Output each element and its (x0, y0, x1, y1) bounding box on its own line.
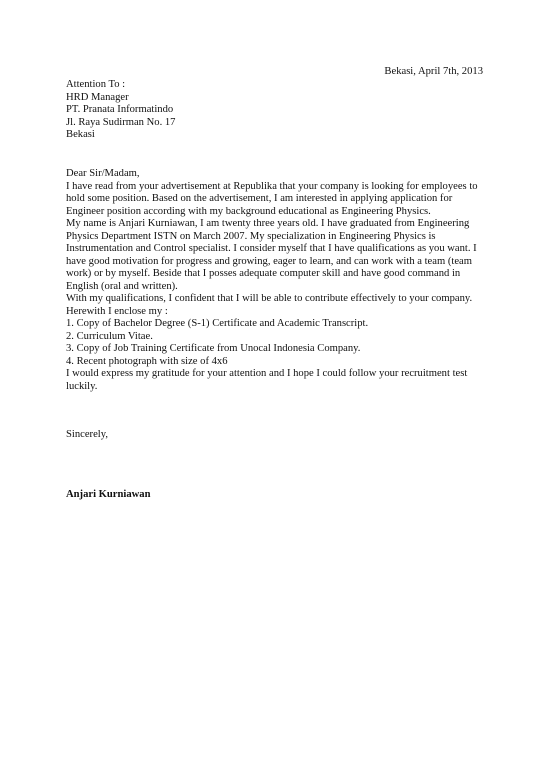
list-item: 1. Copy of Bachelor Degree (S-1) Certificate and Academic Transcript. (66, 318, 369, 329)
paragraph-about: My name is Anjari Kurniawan, I am twenty three years old. I have graduated from Engineering Physics Department ISTN on March 2007. My specialization in Engineering Physics is Instrumentation and Control specialist. I consider myself that I have qualifications as you want. I have good motivation for progress and growing, eager to learn, and can work with a team (team work) or by myself. Beside that I posses adequate computer skill and have good command in English (oral and written). (66, 218, 477, 292)
list-item: 2. Curriculum Vitae. (66, 330, 153, 342)
salutation: Dear Sir/Madam, (66, 168, 140, 179)
recipient-company: PT. Pranata Informatindo (66, 104, 174, 115)
attention-line: Attention To : (66, 79, 126, 90)
recipient-block (66, 79, 175, 142)
paragraph-closing: I would express my gratitude for your attention and I hope I could follow your recruitment test luckily. (66, 368, 468, 392)
paragraph-enclose: With my qualifications, I confident that I will be able to contribute effectively to your company. Herewith I enclose my : (66, 293, 473, 317)
letter-date: Bekasi, April 7th, 2013 (384, 66, 483, 77)
list-item: 4. Recent photograph with size of 4x6 (66, 355, 228, 367)
list-item: 3. Copy of Job Training Certificate from Unocal Indonesia Company. (66, 343, 361, 354)
signature-name: Anjari Kurniawan (66, 489, 151, 500)
recipient-title: HRD Manager (66, 91, 129, 103)
letter-body (66, 168, 486, 393)
enclosure-list (66, 318, 486, 368)
recipient-city: Bekasi (66, 129, 95, 140)
closing-line: Sincerely, (66, 429, 108, 440)
recipient-street: Jl. Raya Sudirman No. 17 (66, 116, 176, 128)
paragraph-intro: I have read from your advertisement at Republika that your company is looking for employees to hold some position. Based on the advertisement, I am interested in applying application for Engineer position according with my background educational as Engineering Physics. (66, 180, 478, 217)
